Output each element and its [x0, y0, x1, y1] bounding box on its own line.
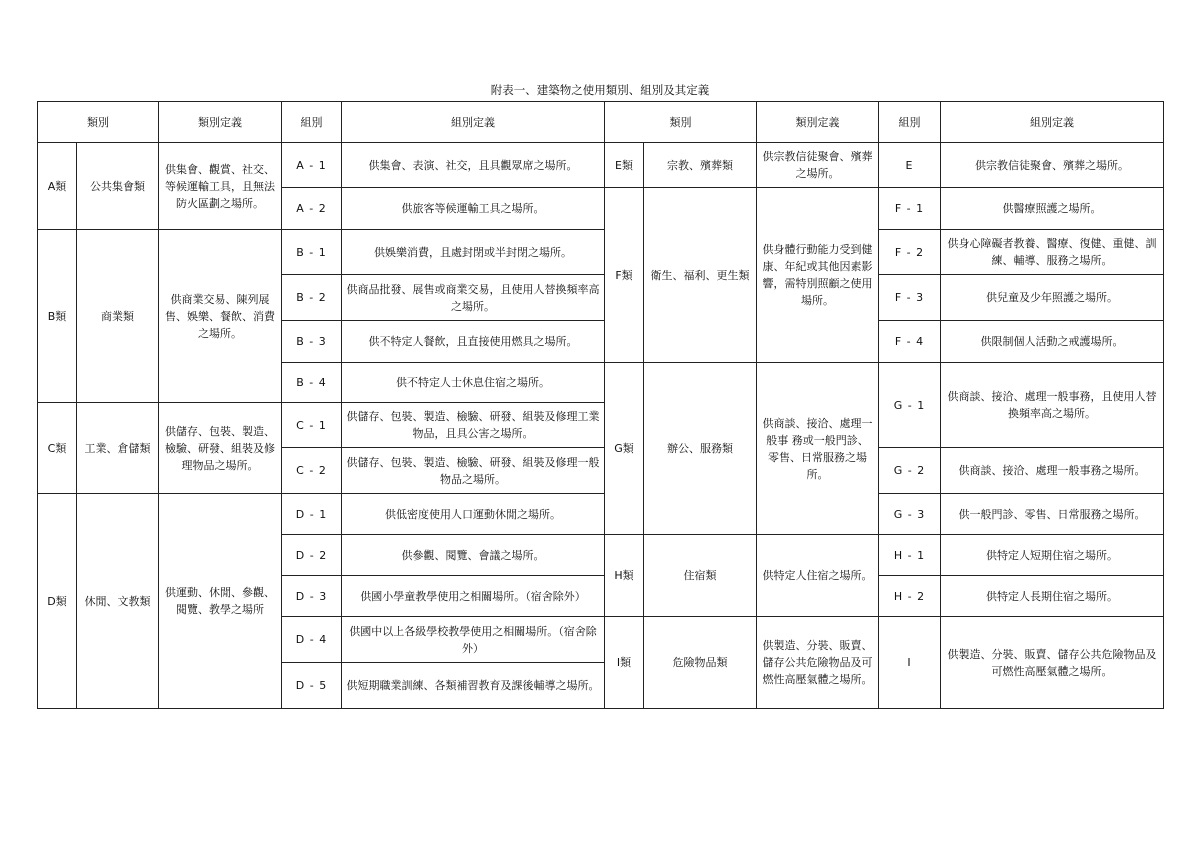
group-code-f1: F - 1	[879, 188, 941, 230]
group-code-d3: D - 3	[282, 576, 342, 617]
group-code-i: I	[879, 617, 941, 709]
category-code-e: E類	[605, 143, 644, 188]
category-code-g: G類	[605, 363, 644, 535]
group-definition-d5: 供短期職業訓練、各類補習教育及課後輔導之場所。	[342, 663, 605, 709]
group-code-g2: G - 2	[879, 448, 941, 494]
category-definition-i: 供製造、分裝、販賣、儲存公共危險物品及可燃性高壓氣體之場所。	[757, 617, 879, 709]
group-code-d2: D - 2	[282, 535, 342, 576]
header-category-definition: 類別定義	[159, 102, 282, 143]
header-category: 類別	[38, 102, 159, 143]
group-code-d4: D - 4	[282, 617, 342, 663]
group-code-b3: B - 3	[282, 321, 342, 363]
group-definition-g3: 供一般門診、零售、日常服務之場所。	[941, 494, 1164, 535]
header-group-right: 組別	[879, 102, 941, 143]
group-code-b2: B - 2	[282, 275, 342, 321]
table-row	[38, 230, 1164, 275]
group-definition-f2: 供身心障礙者教養、醫療、復健、重健、訓練、輔導、服務之場所。	[941, 230, 1164, 275]
category-code-i: I類	[605, 617, 644, 709]
group-definition-c2: 供儲存、包裝、製造、檢驗、研發、組裝及修理一般物品之場所。	[342, 448, 605, 494]
header-category-right: 類別	[605, 102, 757, 143]
category-name-d: 休閒、文教類	[77, 494, 159, 709]
table-row	[38, 494, 1164, 535]
category-definition-g: 供商談、接洽、處理一般事 務或一般門診、零售、日常服務之場所。	[757, 363, 879, 535]
group-definition-f4: 供限制個人活動之戒護場所。	[941, 321, 1164, 363]
header-group: 組別	[282, 102, 342, 143]
group-definition-d1: 供低密度使用人口運動休閒之場所。	[342, 494, 605, 535]
group-definition-h2: 供特定人長期住宿之場所。	[941, 576, 1164, 617]
group-code-h1: H - 1	[879, 535, 941, 576]
category-code-a: A類	[38, 143, 77, 230]
group-code-c2: C - 2	[282, 448, 342, 494]
group-code-f2: F - 2	[879, 230, 941, 275]
group-definition-g1: 供商談、接洽、處理一般事務，且使用人替換頻率高之場所。	[941, 363, 1164, 448]
category-code-b: B類	[38, 230, 77, 403]
group-definition-d3: 供國小學童教學使用之相關場所。（宿舍除外）	[342, 576, 605, 617]
group-definition-b4: 供不特定人士休息住宿之場所。	[342, 363, 605, 403]
category-name-a: 公共集會類	[77, 143, 159, 230]
group-code-f3: F - 3	[879, 275, 941, 321]
header-group-definition: 組別定義	[342, 102, 605, 143]
header-row	[38, 102, 1164, 143]
group-definition-b2: 供商品批發、展售或商業交易，且使用人替換頻率高之場所。	[342, 275, 605, 321]
group-code-d1: D - 1	[282, 494, 342, 535]
group-definition-f1: 供醫療照護之場所。	[941, 188, 1164, 230]
category-code-h: H類	[605, 535, 644, 617]
group-definition-h1: 供特定人短期住宿之場所。	[941, 535, 1164, 576]
group-definition-d4: 供國中以上各級學校教學使用之相關場所。（宿舍除外）	[342, 617, 605, 663]
category-definition-e: 供宗教信徒聚會、殯葬之場所。	[757, 143, 879, 188]
category-definition-d: 供運動、休閒、參觀、閱覽、教學之場所	[159, 494, 282, 709]
group-code-f4: F - 4	[879, 321, 941, 363]
group-definition-f3: 供兒童及少年照護之場所。	[941, 275, 1164, 321]
table-row	[38, 143, 1164, 188]
group-definition-a2: 供旅客等候運輸工具之場所。	[342, 188, 605, 230]
group-definition-b1: 供娛樂消費，且處封閉或半封閉之場所。	[342, 230, 605, 275]
group-code-d5: D - 5	[282, 663, 342, 709]
category-name-i: 危險物品類	[644, 617, 757, 709]
group-code-a1: A - 1	[282, 143, 342, 188]
category-code-f: F類	[605, 188, 644, 363]
page-title: 附表一、建築物之使用類別、組別及其定義	[490, 83, 710, 97]
category-definition-b: 供商業交易、陳列展售、娛樂、餐飲、消費之場所。	[159, 230, 282, 403]
category-definition-f: 供身體行動能力受到健康、年紀或其他因素影響，需特別照顧之使用場所。	[757, 188, 879, 363]
group-definition-i: 供製造、分裝、販賣、儲存公共危險物品及可燃性高壓氣體之場所。	[941, 617, 1164, 709]
group-code-b4: B - 4	[282, 363, 342, 403]
group-definition-e: 供宗教信徒聚會、殯葬之場所。	[941, 143, 1164, 188]
category-code-c: C類	[38, 403, 77, 494]
category-name-b: 商業類	[77, 230, 159, 403]
category-definition-h: 供特定人住宿之場所。	[757, 535, 879, 617]
group-definition-c1: 供儲存、包裝、製造、檢驗、研發、組裝及修理工業物品，且具公害之場所。	[342, 403, 605, 448]
group-code-e: E	[879, 143, 941, 188]
category-definition-a: 供集會、觀賞、社交、等候運輸工具，且無法防火區劃之場所。	[159, 143, 282, 230]
group-code-c1: C - 1	[282, 403, 342, 448]
category-definition-c: 供儲存、包裝、製造、檢驗、研發、組裝及修理物品之場所。	[159, 403, 282, 494]
category-code-d: D類	[38, 494, 77, 709]
group-code-h2: H - 2	[879, 576, 941, 617]
category-name-c: 工業、倉儲類	[77, 403, 159, 494]
group-code-b1: B - 1	[282, 230, 342, 275]
group-definition-b3: 供不特定人餐飲，且直接使用燃具之場所。	[342, 321, 605, 363]
category-name-f: 衛生、福利、更生類	[644, 188, 757, 363]
group-definition-g2: 供商談、接洽、處理一般事務之場所。	[941, 448, 1164, 494]
category-name-e: 宗教、殯葬類	[644, 143, 757, 188]
group-code-g3: G - 3	[879, 494, 941, 535]
group-code-a2: A - 2	[282, 188, 342, 230]
group-definition-a1: 供集會、表演、社交，且具觀眾席之場所。	[342, 143, 605, 188]
group-definition-d2: 供參觀、閱覽、會議之場所。	[342, 535, 605, 576]
header-category-definition-right: 類別定義	[757, 102, 879, 143]
building-use-table	[37, 101, 1164, 709]
group-code-g1: G - 1	[879, 363, 941, 448]
category-name-h: 住宿類	[644, 535, 757, 617]
header-group-definition-right: 組別定義	[941, 102, 1164, 143]
category-name-g: 辦公、服務類	[644, 363, 757, 535]
